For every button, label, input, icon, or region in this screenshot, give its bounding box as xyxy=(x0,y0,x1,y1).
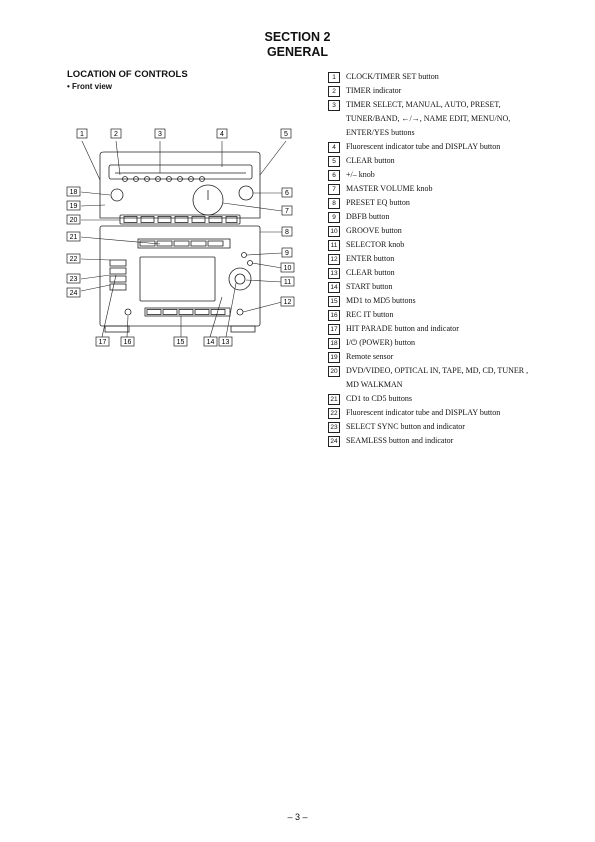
callouts-right xyxy=(281,188,294,306)
control-description-line: TIMER SELECT, MANUAL, AUTO, PRESET, xyxy=(346,100,501,109)
plus-minus-knob-shape xyxy=(239,186,253,200)
control-description-line: I/⏻ (POWER) button xyxy=(346,338,415,347)
callout-2: 2 xyxy=(114,131,118,138)
control-description-line: DBFB button xyxy=(346,212,390,221)
callouts-bottom xyxy=(96,337,232,346)
control-number-box: 13 xyxy=(328,268,340,279)
control-item-12 xyxy=(328,252,573,266)
control-number-box: 24 xyxy=(328,436,340,447)
enter-button-shape xyxy=(235,274,245,284)
callout-13: 13 xyxy=(221,339,230,346)
callout-12: 12 xyxy=(283,299,292,306)
callout-16: 16 xyxy=(123,339,132,346)
callout-23: 23 xyxy=(69,276,78,283)
control-description-line: CLEAR button xyxy=(346,156,395,165)
callout-22: 22 xyxy=(69,256,78,263)
control-number-box: 5 xyxy=(328,156,340,167)
control-description-line: GROOVE button xyxy=(346,226,402,235)
control-item-13 xyxy=(328,266,573,280)
control-item-6 xyxy=(328,168,573,182)
control-description-line: PRESET EQ button xyxy=(346,198,410,207)
control-description-line: Fluorescent indicator tube and DISPLAY button xyxy=(346,142,501,151)
control-description-line: Remote sensor xyxy=(346,352,394,361)
callout-9: 9 xyxy=(285,250,289,257)
callout-15: 15 xyxy=(176,339,185,346)
control-description-line: SEAMLESS button and indicator xyxy=(346,436,454,445)
control-number-box: 3 xyxy=(328,100,340,111)
control-number-box: 1 xyxy=(328,72,340,83)
callouts-left xyxy=(67,187,80,297)
control-item-18 xyxy=(328,336,573,350)
callout-8: 8 xyxy=(285,229,289,236)
callout-24: 24 xyxy=(69,290,78,297)
callout-18: 18 xyxy=(69,189,78,196)
top-unit-body xyxy=(100,152,260,218)
control-description-line: ENTER/YES buttons xyxy=(346,128,415,137)
control-item-20 xyxy=(328,364,573,392)
control-number-box: 20 xyxy=(328,366,340,377)
controls-legend xyxy=(328,70,573,448)
groove-button-shape xyxy=(248,261,253,266)
callout-21: 21 xyxy=(69,234,78,241)
page-number: – 3 – xyxy=(287,812,308,822)
control-number-box: 18 xyxy=(328,338,340,349)
control-item-8 xyxy=(328,196,573,210)
control-number-box: 6 xyxy=(328,170,340,181)
callout-14: 14 xyxy=(206,339,215,346)
control-description-line: SELECTOR knob xyxy=(346,240,405,249)
callout-10: 10 xyxy=(283,265,292,272)
rec-it-button-shape xyxy=(125,309,131,315)
control-description-line: ENTER button xyxy=(346,254,395,263)
control-description-line: SELECT SYNC button and indicator xyxy=(346,422,465,431)
control-description-line: TIMER indicator xyxy=(346,86,402,95)
control-description-line: Fluorescent indicator tube and DISPLAY button xyxy=(346,408,501,417)
control-item-16 xyxy=(328,308,573,322)
md-display-window xyxy=(140,257,215,301)
control-description-line: MASTER VOLUME knob xyxy=(346,184,433,193)
right-foot xyxy=(231,326,255,332)
dbfb-button-shape xyxy=(242,253,247,258)
selector-knob-shape xyxy=(229,268,251,290)
control-number-box: 8 xyxy=(328,198,340,209)
control-item-17 xyxy=(328,322,573,336)
control-number-box: 11 xyxy=(328,240,340,251)
callout-5: 5 xyxy=(284,131,288,138)
control-item-3 xyxy=(328,98,573,140)
control-number-box: 14 xyxy=(328,282,340,293)
section-number: SECTION 2 xyxy=(264,30,331,44)
callout-1: 1 xyxy=(80,131,84,138)
callouts-top xyxy=(77,129,291,138)
front-panel-diagram xyxy=(60,125,305,355)
callout-11: 11 xyxy=(283,279,292,286)
control-item-9 xyxy=(328,210,573,224)
callout-7: 7 xyxy=(285,208,289,215)
control-number-box: 21 xyxy=(328,394,340,405)
control-item-22 xyxy=(328,406,573,420)
control-item-19 xyxy=(328,350,573,364)
callout-20: 20 xyxy=(69,217,78,224)
control-number-box: 17 xyxy=(328,324,340,335)
control-description-line: HIT PARADE button and indicator xyxy=(346,324,459,333)
location-of-controls-heading: LOCATION OF CONTROLS xyxy=(67,69,188,80)
control-number-box: 10 xyxy=(328,226,340,237)
control-description-line: START button xyxy=(346,282,393,291)
control-item-14 xyxy=(328,280,573,294)
control-number-box: 9 xyxy=(328,212,340,223)
control-description-line: DVD/VIDEO, OPTICAL IN, TAPE, MD, CD, TUNER , xyxy=(346,366,529,375)
front-view-label: • Front view xyxy=(67,82,113,91)
control-item-10 xyxy=(328,224,573,238)
control-item-5 xyxy=(328,154,573,168)
control-item-21 xyxy=(328,392,573,406)
function-buttons xyxy=(124,217,237,223)
control-item-11 xyxy=(328,238,573,252)
control-item-7 xyxy=(328,182,573,196)
section-title: GENERAL xyxy=(266,45,329,59)
control-number-box: 2 xyxy=(328,86,340,97)
control-item-1 xyxy=(328,70,573,84)
callout-17: 17 xyxy=(98,339,107,346)
control-number-box: 23 xyxy=(328,422,340,433)
control-description-line: CD1 to CD5 buttons xyxy=(346,394,413,403)
control-item-23 xyxy=(328,420,573,434)
control-description-line: CLOCK/TIMER SET button xyxy=(346,72,439,81)
control-number-box: 22 xyxy=(328,408,340,419)
control-description-line: CLEAR button xyxy=(346,268,395,277)
control-item-4 xyxy=(328,140,573,154)
md-buttons xyxy=(147,310,225,315)
power-button-shape xyxy=(111,189,123,201)
callout-6: 6 xyxy=(285,190,289,197)
control-number-box: 16 xyxy=(328,310,340,321)
control-description-line: MD WALKMAN xyxy=(346,380,403,389)
control-description-line: TUNER/BAND, ←/→, NAME EDIT, MENU/NO, xyxy=(346,114,511,123)
control-number-box: 15 xyxy=(328,296,340,307)
control-description-line: MD1 to MD5 buttons xyxy=(346,296,416,305)
left-foot xyxy=(105,326,129,332)
control-number-box: 7 xyxy=(328,184,340,195)
start-button-shape xyxy=(237,309,243,315)
control-number-box: 12 xyxy=(328,254,340,265)
left-indicator-buttons xyxy=(110,260,126,290)
control-number-box: 19 xyxy=(328,352,340,363)
control-description-line: REC IT button xyxy=(346,310,394,319)
control-number-box: 4 xyxy=(328,142,340,153)
control-description-line: +/– knob xyxy=(346,170,375,179)
callout-19: 19 xyxy=(69,203,78,210)
control-item-15 xyxy=(328,294,573,308)
control-item-2 xyxy=(328,84,573,98)
callout-3: 3 xyxy=(158,131,162,138)
callout-4: 4 xyxy=(220,131,224,138)
control-item-24 xyxy=(328,434,573,448)
